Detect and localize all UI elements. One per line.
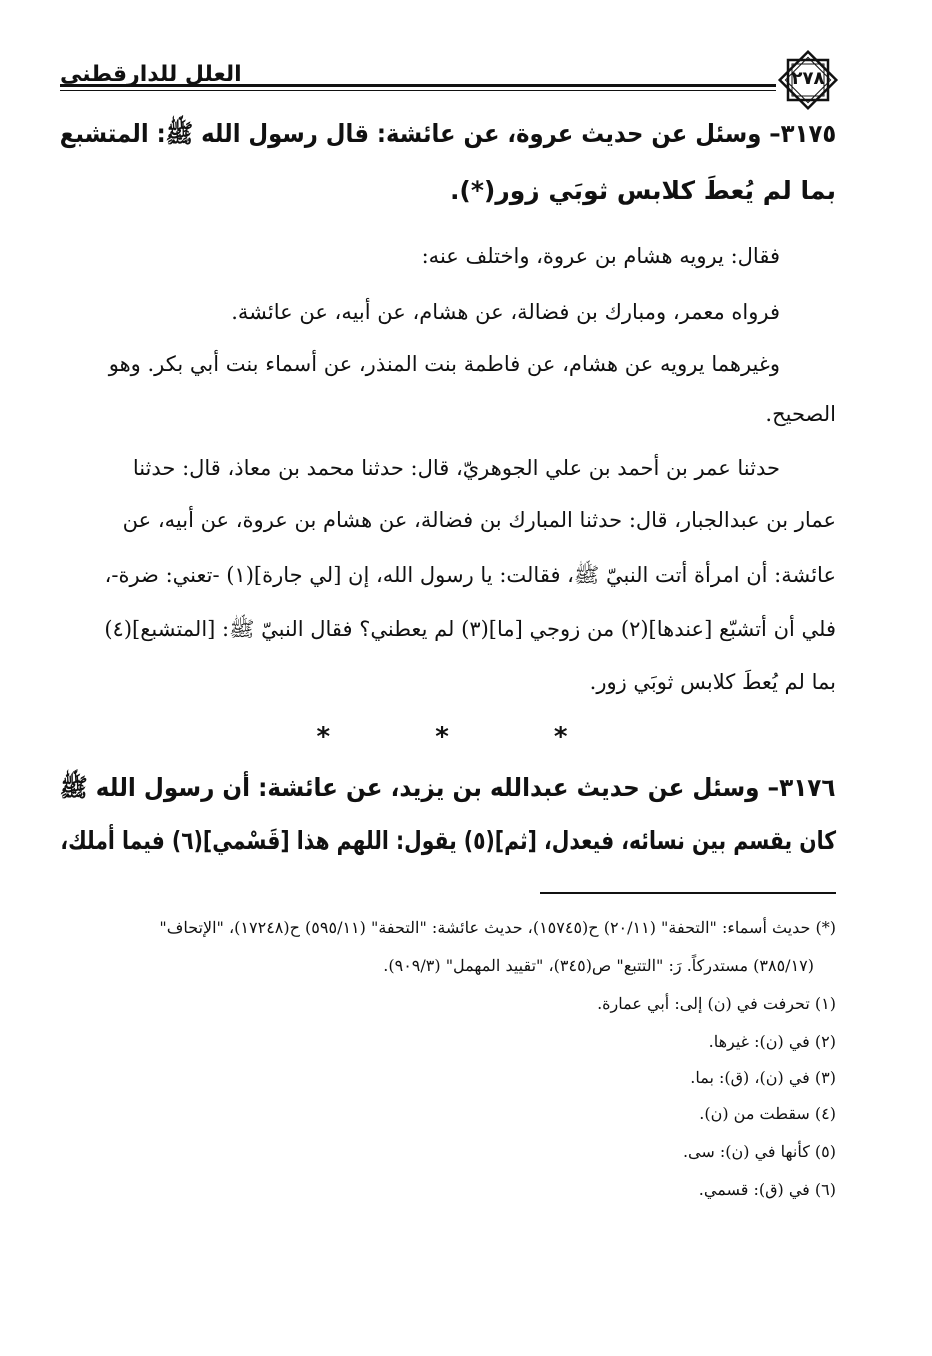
entry-3176-heading-line-1: ٣١٧٦– وسئل عن حديث عبدالله بن يزيد، عن عائشة: أن رسول الله ﷺ [60, 773, 836, 802]
answer-line-9: بما لم يُعطَ كلابس ثوبَي زور. [589, 670, 836, 694]
page-number-badge [776, 48, 840, 112]
page-number: ٢٧٨ [791, 68, 825, 89]
footnote-2: (٢) في (ن): غيرها. [708, 1032, 836, 1051]
answer-line-1: فقال: يرويه هشام بن عروة، واختلف عنه: [421, 244, 780, 268]
page-header [60, 48, 840, 108]
answer-line-2: فرواه معمر، ومبارك بن فضالة، عن هشام، عن أبيه، عن عائشة. [231, 300, 780, 324]
section-separator: * * * [316, 722, 616, 752]
entry-3175-heading-line-1: ٣١٧٥– وسئل عن حديث عروة، عن عائشة: قال رسول الله ﷺ: المتشبع [59, 119, 836, 148]
answer-line-5: حدثنا عمر بن أحمد بن علي الجوهريّ، قال: حدثنا محمد بن معاذ، قال: حدثنا [132, 456, 780, 480]
running-title: العلل للدارقطني [60, 62, 242, 87]
footnote-star-line-2: (٣٨٥/١٧) مستدركاً. رَ: "التتبع" ص(٣٤٥)، "تقييد المهمل" (٩٠٩/٣). [383, 956, 814, 975]
answer-line-6: عمار بن عبدالجبار، قال: حدثنا المبارك بن فضالة، عن هشام بن عروة، عن أبيه، عن [122, 508, 836, 532]
answer-line-3: وغيرهما يرويه عن هشام، عن فاطمة بنت المنذر، عن أسماء بنت أبي بكر. وهو [108, 352, 780, 376]
footnote-4: (٤) سقطت من (ن). [699, 1104, 836, 1123]
footnote-3: (٣) في (ن)، (ق): بما. [690, 1068, 836, 1087]
entry-3175-heading-line-2: بما لم يُعطَ كلابس ثوبَي زور(*). [449, 176, 836, 205]
answer-line-7: عائشة: أن امرأة أتت النبيّ ﷺ، فقالت: يا رسول الله، إن [لي جارة](١) -تعني: ضرة-، [104, 563, 836, 587]
header-rule-thick [60, 84, 776, 87]
entry-3176-heading-line-2: كان يقسم بين نسائه، فيعدل، [ثم](٥) يقول: اللهم هذا [قَسْمي](٦) فيما أملك، [60, 826, 836, 855]
answer-line-4: الصحيح. [765, 402, 836, 426]
answer-line-8: فلي أن أتشبّع [عندها](٢) من زوجي [ما](٣) لم يعطني؟ فقال النبيّ ﷺ: [المتشبع](٤) [104, 617, 836, 641]
footnote-star-line-1: (*) حديث أسماء: "التحفة" (٢٠/١١) ح(١٥٧٤٥)، حديث عائشة: "التحفة" (٥٩٥/١١) ح(١٧٢٤٨)، "الإتحاف" [159, 918, 836, 937]
footnote-1: (١) تحرفت في (ن) إلى: أبي عمارة. [597, 994, 836, 1013]
footnote-divider [540, 892, 836, 894]
footnote-6: (٦) في (ق): قسمي. [698, 1180, 836, 1199]
footnote-5: (٥) كأنها في (ن): سى. [682, 1142, 836, 1161]
header-rule-thin [60, 90, 776, 91]
